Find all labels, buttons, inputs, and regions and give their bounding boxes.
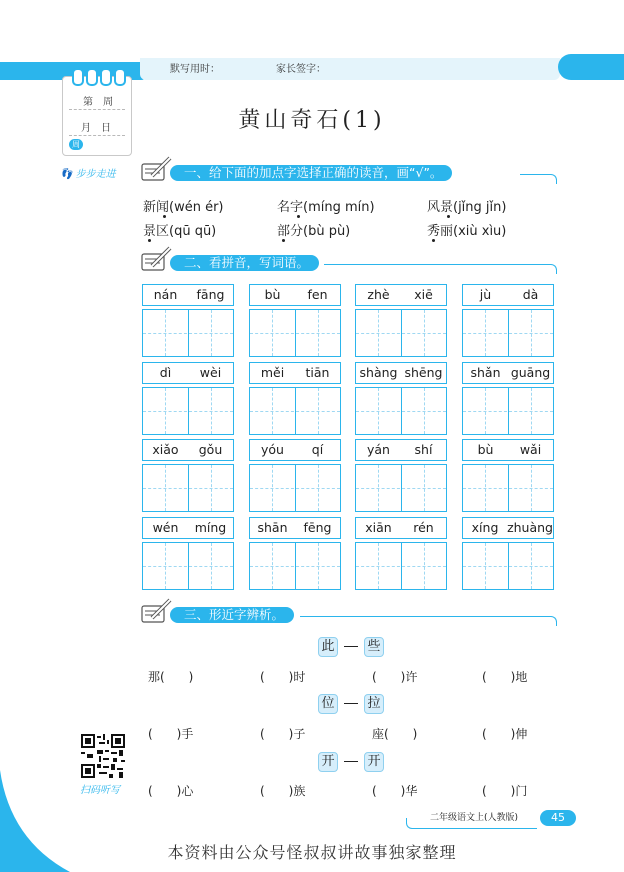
emphasis-dot: [297, 215, 300, 218]
reading-time-label: 默写用时：: [170, 64, 220, 75]
pinyin-label: [355, 439, 447, 461]
pinyin-syllable: xiē: [414, 287, 433, 302]
week-badge: 周: [69, 139, 83, 150]
pinyin-label: [249, 517, 341, 539]
pinyin-syllable: gǒu: [198, 442, 223, 457]
guide-line: [250, 488, 340, 489]
char-a: 开: [318, 752, 338, 772]
divider: [300, 616, 557, 626]
pinyin-syllable: wèi: [199, 365, 222, 380]
pinyin-syllable: zhuàng: [507, 520, 553, 535]
pinyin-label: [142, 439, 234, 461]
blank-item[interactable]: ( )心: [148, 784, 194, 798]
qr-code-icon[interactable]: [81, 734, 125, 778]
guide-line: [143, 488, 233, 489]
writing-boxes[interactable]: [249, 387, 341, 435]
guide-line: [250, 411, 340, 412]
pinyin-cell: [355, 439, 447, 519]
writing-boxes[interactable]: [462, 464, 554, 512]
pinyin-label: [142, 517, 234, 539]
pinyin-syllable: shǎn: [470, 365, 501, 380]
pinyin-syllable: jù: [479, 287, 492, 302]
word-item: 部分(bù pù): [277, 224, 351, 239]
date-label: 月 日: [81, 123, 111, 134]
pinyin-syllable: shān: [257, 520, 288, 535]
writing-boxes[interactable]: [142, 387, 234, 435]
binder-ring-icon: [86, 68, 98, 86]
emphasis-dot: [163, 215, 166, 218]
pinyin-syllable: xiān: [365, 520, 392, 535]
writing-boxes[interactable]: [249, 464, 341, 512]
pinyin-syllable: fēng: [303, 520, 332, 535]
emphasis-dot: [148, 239, 151, 242]
footsteps-text: 步步走进: [75, 169, 116, 180]
divider: [520, 174, 557, 184]
page-number: 45: [540, 810, 576, 826]
pinyin-label: [462, 517, 554, 539]
section3-heading: 三、形近字辨析。: [170, 607, 294, 623]
pinyin-label: [249, 362, 341, 384]
emphasis-dot: [282, 239, 285, 242]
pinyin-cell: [355, 517, 447, 597]
guide-line: [356, 488, 446, 489]
blank-item[interactable]: ( )地: [482, 670, 528, 684]
pinyin-cell: [462, 284, 554, 364]
pinyin-syllable: fāng: [196, 287, 225, 302]
pinyin-syllable: měi: [260, 365, 285, 380]
pinyin-label: [462, 284, 554, 306]
section1-heading: 一、给下面的加点字选择正确的读音，画“√”。: [170, 165, 452, 181]
footsteps-label: [60, 165, 116, 180]
blank-item[interactable]: ( )许: [372, 670, 418, 684]
pinyin-syllable: wǎi: [519, 442, 542, 457]
pinyin-syllable: dà: [522, 287, 539, 302]
blank-item[interactable]: ( )子: [260, 727, 306, 741]
writing-boxes[interactable]: [462, 387, 554, 435]
blank-item[interactable]: ( )门: [482, 784, 528, 798]
section3-header: [140, 602, 556, 626]
binder-ring-icon: [72, 68, 84, 86]
guide-line: [250, 566, 340, 567]
word-item: 秀丽(xiù xìu): [427, 224, 507, 239]
pinyin-syllable: xíng: [471, 520, 499, 535]
pinyin-cell: [355, 362, 447, 442]
guide-line: [463, 333, 553, 334]
writing-boxes[interactable]: [249, 309, 341, 357]
pinyin-syllable: tiān: [305, 365, 330, 380]
guide-line: [250, 333, 340, 334]
dash: [344, 646, 358, 647]
guide-line: [143, 411, 233, 412]
footprint-icon: 👣: [60, 169, 73, 180]
divider: [324, 264, 557, 274]
pinyin-cell: [249, 439, 341, 519]
writing-boxes[interactable]: [355, 309, 447, 357]
pinyin-syllable: míng: [194, 520, 227, 535]
writing-boxes[interactable]: [355, 542, 447, 590]
word-item: 名字(míng mín): [277, 200, 375, 215]
pinyin-syllable: rén: [413, 520, 434, 535]
dash: [344, 761, 358, 762]
pinyin-label: [249, 284, 341, 306]
writing-boxes[interactable]: [142, 542, 234, 590]
blank-item[interactable]: 那( ): [148, 670, 194, 684]
blank-item[interactable]: 座( ): [372, 727, 418, 741]
blank-item[interactable]: ( )伸: [482, 727, 528, 741]
divider: [69, 135, 125, 136]
char-b: 些: [364, 637, 384, 657]
pinyin-label: [355, 517, 447, 539]
blank-item[interactable]: ( )时: [260, 670, 306, 684]
writing-boxes[interactable]: [355, 387, 447, 435]
guide-line: [356, 411, 446, 412]
word-item: 景区(qū qū): [143, 224, 217, 239]
guide-line: [356, 566, 446, 567]
pinyin-syllable: guāng: [510, 365, 551, 380]
char-b: 拉: [364, 694, 384, 714]
guide-line: [463, 411, 553, 412]
pinyin-label: [249, 439, 341, 461]
pinyin-syllable: shēng: [404, 365, 443, 380]
pinyin-cell: [142, 362, 234, 442]
pinyin-syllable: xiǎo: [152, 442, 179, 457]
guide-line: [143, 566, 233, 567]
pinyin-syllable: shàng: [359, 365, 398, 380]
section2-header: [140, 250, 556, 274]
dash: [344, 703, 358, 704]
pinyin-cell: [249, 284, 341, 364]
blank-item[interactable]: ( )手: [148, 727, 194, 741]
pinyin-syllable: bù: [477, 442, 494, 457]
pinyin-cell: [249, 362, 341, 442]
guide-line: [356, 333, 446, 334]
writing-boxes[interactable]: [142, 309, 234, 357]
week-label: 第 周: [83, 97, 113, 108]
writing-boxes[interactable]: [462, 542, 554, 590]
pinyin-cell: [142, 439, 234, 519]
pinyin-cell: [142, 517, 234, 597]
char-a: 位: [318, 694, 338, 714]
page-title: 黄山奇石(1): [238, 108, 386, 133]
guide-line: [143, 333, 233, 334]
pinyin-syllable: bù: [264, 287, 281, 302]
emphasis-dot: [432, 239, 435, 242]
writing-boxes[interactable]: [249, 542, 341, 590]
guide-line: [463, 566, 553, 567]
binder-ring-icon: [100, 68, 112, 86]
section2-heading: 二、看拼音，写词语。: [170, 255, 319, 271]
pinyin-cell: [355, 284, 447, 364]
pinyin-cell: [142, 284, 234, 364]
pinyin-syllable: zhè: [367, 287, 390, 302]
pinyin-cell: [462, 362, 554, 442]
emphasis-dot: [447, 215, 450, 218]
pinyin-label: [142, 284, 234, 306]
pinyin-label: [462, 439, 554, 461]
char-b: 开: [364, 752, 384, 772]
watermark-text: 本资料由公众号怪叔叔讲故事独家整理: [167, 843, 457, 862]
blank-item[interactable]: ( )华: [372, 784, 418, 798]
pinyin-syllable: dì: [159, 365, 172, 380]
pinyin-label: [355, 362, 447, 384]
word-item: 新闻(wén ér): [143, 200, 224, 215]
pinyin-syllable: yán: [367, 442, 390, 457]
pinyin-syllable: shí: [414, 442, 433, 457]
pinyin-cell: [462, 517, 554, 597]
pinyin-syllable: qí: [311, 442, 324, 457]
book-title: 二年级语文上(人教版): [430, 813, 519, 823]
binder-ring-icon: [114, 68, 126, 86]
pinyin-label: [462, 362, 554, 384]
guide-line: [463, 488, 553, 489]
parent-signature-label: 家长签字：: [276, 64, 326, 75]
pinyin-syllable: fen: [307, 287, 328, 302]
writing-boxes[interactable]: [142, 464, 234, 512]
section1-header: [140, 160, 556, 184]
pinyin-syllable: wén: [152, 520, 179, 535]
word-item: 风景(jǐng jǐn): [427, 200, 507, 215]
pinyin-syllable: yóu: [261, 442, 284, 457]
blank-item[interactable]: ( )族: [260, 784, 306, 798]
writing-boxes[interactable]: [462, 309, 554, 357]
pinyin-label: [355, 284, 447, 306]
scan-label: 扫码听写: [80, 785, 120, 796]
pinyin-cell: [249, 517, 341, 597]
char-a: 此: [318, 637, 338, 657]
pinyin-cell: [462, 439, 554, 519]
header-band-right: [558, 54, 624, 80]
pinyin-label: [142, 362, 234, 384]
writing-boxes[interactable]: [355, 464, 447, 512]
pinyin-syllable: nán: [153, 287, 178, 302]
